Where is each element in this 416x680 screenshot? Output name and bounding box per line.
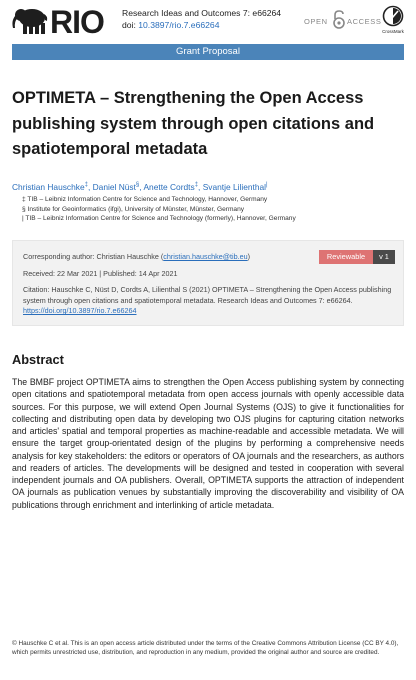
journal-name: Research Ideas and Outcomes 7: e66264 [122,8,282,18]
citation-doi-link[interactable]: https://doi.org/10.3897/rio.7.e66264 [23,306,137,316]
corresponding-email-link[interactable]: christian.hauschke@tib.eu [163,252,248,261]
publication-dates: Received: 22 Mar 2021 | Published: 14 Apr 2021 [23,269,178,278]
author-affil-mark: | [266,182,268,188]
open-access-left: OPEN [304,17,328,26]
author-name: Svantje Lilienthal [202,181,267,192]
author-affil-mark: ‡ [84,182,88,188]
doi-line [122,19,281,31]
corresponding-author [23,252,250,261]
affiliation-2: § Institute for Geoinformatics (ifgi), University of Münster, Münster, Germany [22,205,245,213]
author-4[interactable] [203,182,268,192]
crossmark-icon[interactable] [379,5,407,35]
abstract-heading: Abstract [12,352,64,367]
article-type-banner: Grant Proposal [12,44,404,60]
doi-label: doi: [122,20,139,30]
open-access-lock-icon [334,11,344,28]
abstract-text: The BMBF project OPTIMETA aims to strengthen the Open Access publishing system by connecting open citations and spatiotemporal metadata from open access journals with openly accessible data sources. For this purpose, we will extend Open Journal Systems (OJS) to give it functionalities for collecting and distributing open data by developing two OJS plugins for capturing citation networks and articles' spatial and temporal properties as machine-readable and accessible metadata. We will ensure the target group-orientated design of the plugins by performing a comprehensive needs analysis for key stakeholders: the editors or operators of OA journals and the researchers, as authors and readers of articles. The developments will be designed and tested in cooperation with several independent journals and OA publishers. Overall, OPTIMETA supports the attraction of independent OA journals as publication venues by substantially improving the discoverability and visibility of OA publications through enrichment and interlinking of article metadata. [12,377,404,510]
crossmark-label: CrossMark [382,29,404,34]
author-sep: , [87,181,93,192]
author-sep: , [198,181,203,192]
author-affil-mark: ‡ [194,182,199,188]
author-name: Daniel Nüst [92,181,136,192]
author-list [12,180,404,193]
article-title: OPTIMETA – Strengthening the Open Access publishing system through open citations and spatiotemporal metadata [12,89,375,158]
affiliation-list [22,195,296,224]
corresponding-suffix: ) [247,252,251,261]
author-name: Christian Hauschke [12,181,85,192]
page-header [0,0,416,40]
citation-text: Citation: Hauschke C, Nüst D, Cordts A, Lilienthal S (2021) OPTIMETA – Strengthening the Open Access publishing system through open citations and spatiotemporal metadata. Research Ideas and Outcomes 7: e66264. [23,285,392,305]
rio-logo [10,4,118,40]
open-access-right: ACCESS [347,17,382,26]
license-footer: © Hauschke C et al. This is an open access article distributed under the terms of the Creative Commons Attribution License (CC BY 4.0), which permits unrestricted use, distribution, and reproduction in any medium, provided the original author and source are credited. [12,640,399,657]
doi-link[interactable]: 10.3897/rio.7.e66264 [138,20,220,30]
author-1[interactable] [12,182,88,192]
version-badge[interactable]: v 1 [373,250,395,264]
author-affil-mark: § [135,182,140,188]
article-meta-box [12,240,404,326]
journal-info [122,7,281,31]
reviewable-badge[interactable]: Reviewable [319,250,373,264]
affiliation-3: | TIB – Leibniz Information Centre for Science and Technology (formerly), Hannover, Germany [22,215,296,223]
logo-text: RIO [50,4,104,40]
affiliation-1: ‡ TIB – Leibniz Information Centre for Science and Technology, Hannover, Germany [22,196,268,203]
author-2[interactable] [93,182,140,192]
citation [23,285,395,317]
author-sep: , [139,181,144,192]
elephant-icon [12,9,47,34]
corresponding-prefix: Corresponding author: Christian Hauschke ( [23,252,164,261]
open-access-badge [304,9,382,31]
author-name: Anette Cordts [143,181,195,192]
author-3[interactable] [143,182,198,192]
